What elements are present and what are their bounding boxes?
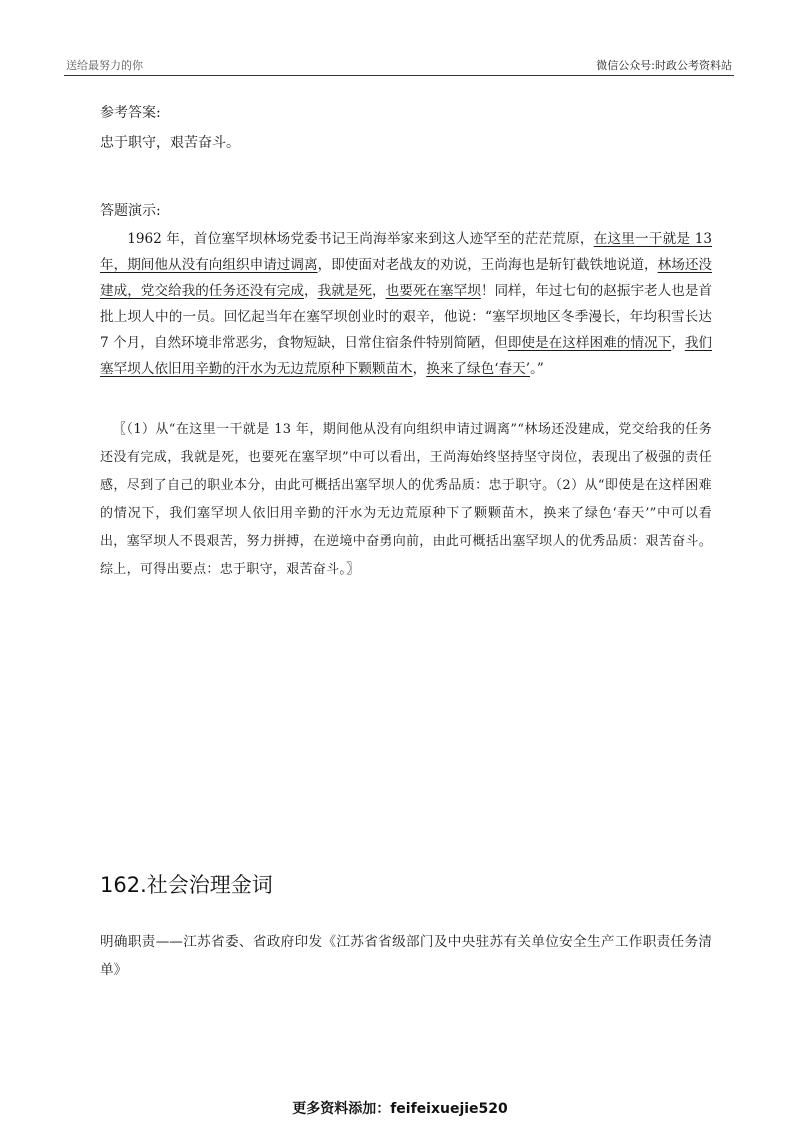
passage-text: ， [304,283,318,299]
reference-answer-text: 忠于职守，艰苦奋斗。 [100,135,240,151]
header-wechat-account: 微信公众号:时政公考资料站 [596,59,732,72]
passage-text: ， [671,335,685,351]
header-divider [64,75,734,76]
answer-demo-label: 答题演示: [100,203,161,219]
section-body-paragraph: 明确职责——江苏省委、省政府印发《江苏省省级部门及中央驻苏有关单位安全生产工作职责任务清单》 [100,934,712,978]
demo-passage [100,226,712,382]
underlined-phrase: 也要死在塞罕坝 [385,283,481,299]
passage-text: 。” [530,361,544,377]
footer-contact: 更多资料添加：feifeixuejie520 [292,1101,508,1117]
header-slogan: 送给最努力的你 [66,59,143,72]
demo-analysis-paragraph: 〖（1）从“在这里一干就是 13 年，期间他从没有向组织申请过调离”“林场还没建成，党交给我的任务还没有完成，我就是死，也要死在塞罕坝”中可以看出，王尚海始终坚持坚守岗位，表现出了极强的责任感，尽到了自己的职业本分，由此可概括出塞罕坝人的优秀品质：忠于职守。（2）从“即使是在这样困难的情况下，我们塞罕坝人依旧用辛勤的汗水为无边荒原种下了颗颗苗木，换来了绿色‘春天’”中可以看出，塞罕坝人不畏艰苦，努力拼搏，在逆境中奋勇向前，由此可概括出塞罕坝人的优秀品质：艰苦奋斗。综上，可得出要点：忠于职守，艰苦奋斗。〗 [100,422,712,577]
underlined-phrase: 我们塞罕坝人依旧用辛勤的汗水为无边荒原种下颗颗苗木 [100,335,713,377]
underlined-phrase: 在这里一干就是 13 年，期间他从没有向组织申请过调离 [100,231,712,273]
underlined-phrase: 换来了绿色‘春天’ [426,361,531,377]
demo-passage-paragraph [100,226,712,382]
passage-text: ， [372,283,386,299]
reference-answer-label: 参考答案: [100,105,161,121]
section-body [100,928,712,984]
underlined-phrase: 我就是死 [317,283,373,299]
demo-analysis [100,416,712,584]
underlined-phrase: 林场还没建成，党交给我的任务还没有完成 [100,257,713,299]
passage-text: ， [412,361,427,377]
passage-text: ！同样，年过七旬的赵振宇老人也是首批上坝人中的一员。回忆起当年在塞罕坝创业时的艰辛，他说：“塞罕坝地区冬季漫长，年均积雪长达 7 个月，自然环境非常恶劣，食物短缺，日常住宿条件特别简陋，但 [100,283,713,351]
underlined-phrase: 即使是在这样困难的情况下 [507,335,672,351]
passage-text: ，即使面对老战友的劝说，王尚海也是斩钉截铁地说道， [317,257,658,273]
section-title: 162.社会治理金词 [100,873,273,897]
passage-text: 1962 年，首位塞罕坝林场党委书记王尚海举家来到这人迹罕至的茫茫荒原， [127,231,594,247]
